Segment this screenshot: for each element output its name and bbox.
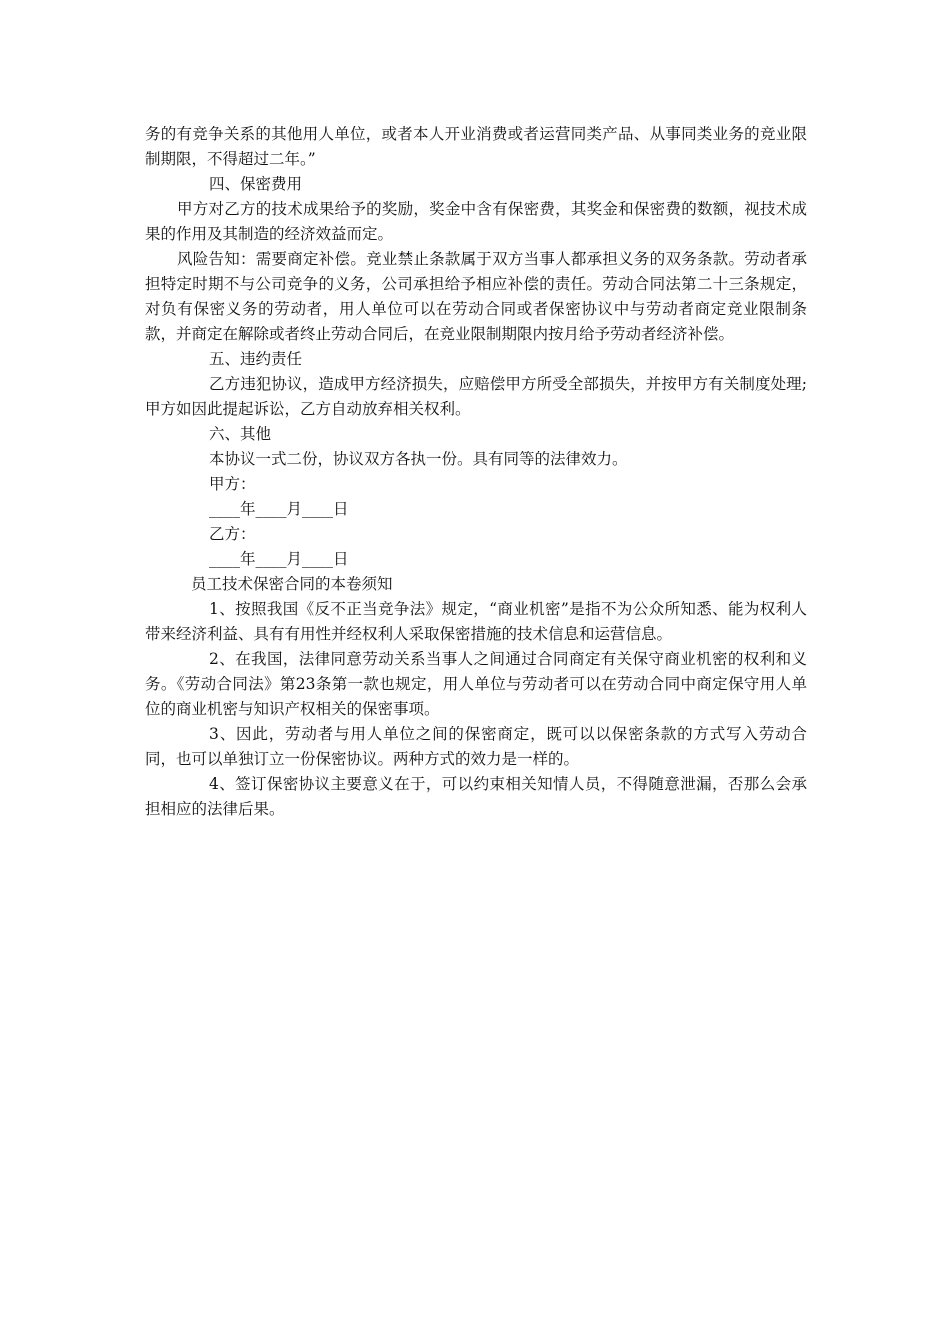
note-item-4: 4、签订保密协议主要意义在于，可以约束相关知情人员，不得随意泄漏，否那么会承担相应的法律后果。 [145, 775, 807, 818]
signature-party-a-label: 甲方： [209, 475, 256, 493]
paragraph-copies: 本协议一式二份，协议双方各执一份。具有同等的法律效力。 [209, 450, 628, 468]
note-item-1: 1、按照我国《反不正当竞争法》规定，“商业机密”是指不为公众所知悉、能为权利人带来经济利益、具有有用性并经权利人采取保密措施的技术信息和运营信息。 [145, 600, 807, 643]
note-item-2: 2、在我国，法律同意劳动关系当事人之间通过合同商定有关保守商业机密的权利和义务。《劳动合同法》第23条第一款也规定，用人单位与劳动者可以在劳动合同中商定保守用人单位的商业机密与知识产权相关的保密事项。 [145, 650, 807, 718]
signature-party-b-date: ____年____月____日 [209, 550, 349, 568]
section-heading-other: 六、其他 [209, 425, 272, 443]
paragraph-noncompete-continuation: 务的有竞争关系的其他用人单位，或者本人开业消费或者运营同类产品、从事同类业务的竞业限制期限，不得超过二年。” [145, 125, 807, 168]
paragraph-confidentiality-fee: 甲方对乙方的技术成果给予的奖励，奖金中含有保密费，其奖金和保密费的数额，视技术成果的作用及其制造的经济效益而定。 [145, 200, 807, 243]
section-heading-confidentiality-fee: 四、保密费用 [209, 175, 303, 193]
signature-party-a-date: ____年____月____日 [209, 500, 349, 518]
document-body [145, 122, 807, 822]
signature-party-b-label: 乙方： [209, 525, 256, 543]
paragraph-breach-liability: 乙方违犯协议，造成甲方经济损失，应赔偿甲方所受全部损失，并按甲方有关制度处理;甲方如因此提起诉讼，乙方自动放弃相关权利。 [145, 375, 807, 418]
notes-title: 员工技术保密合同的本卷须知 [191, 575, 393, 593]
paragraph-risk-notice: 风险告知：需要商定补偿。竞业禁止条款属于双方当事人都承担义务的双务条款。劳动者承担特定时期不与公司竞争的义务，公司承担给予相应补偿的责任。劳动合同法第二十三条规定，对负有保密义务的劳动者，用人单位可以在劳动合同或者保密协议中与劳动者商定竞业限制条款，并商定在解除或者终止劳动合同后，在竞业限制期限内按月给予劳动者经济补偿。 [145, 250, 807, 343]
section-heading-breach-liability: 五、违约责任 [209, 350, 303, 368]
note-item-3: 3、因此，劳动者与用人单位之间的保密商定，既可以以保密条款的方式写入劳动合同，也可以单独订立一份保密协议。两种方式的效力是一样的。 [145, 725, 807, 768]
